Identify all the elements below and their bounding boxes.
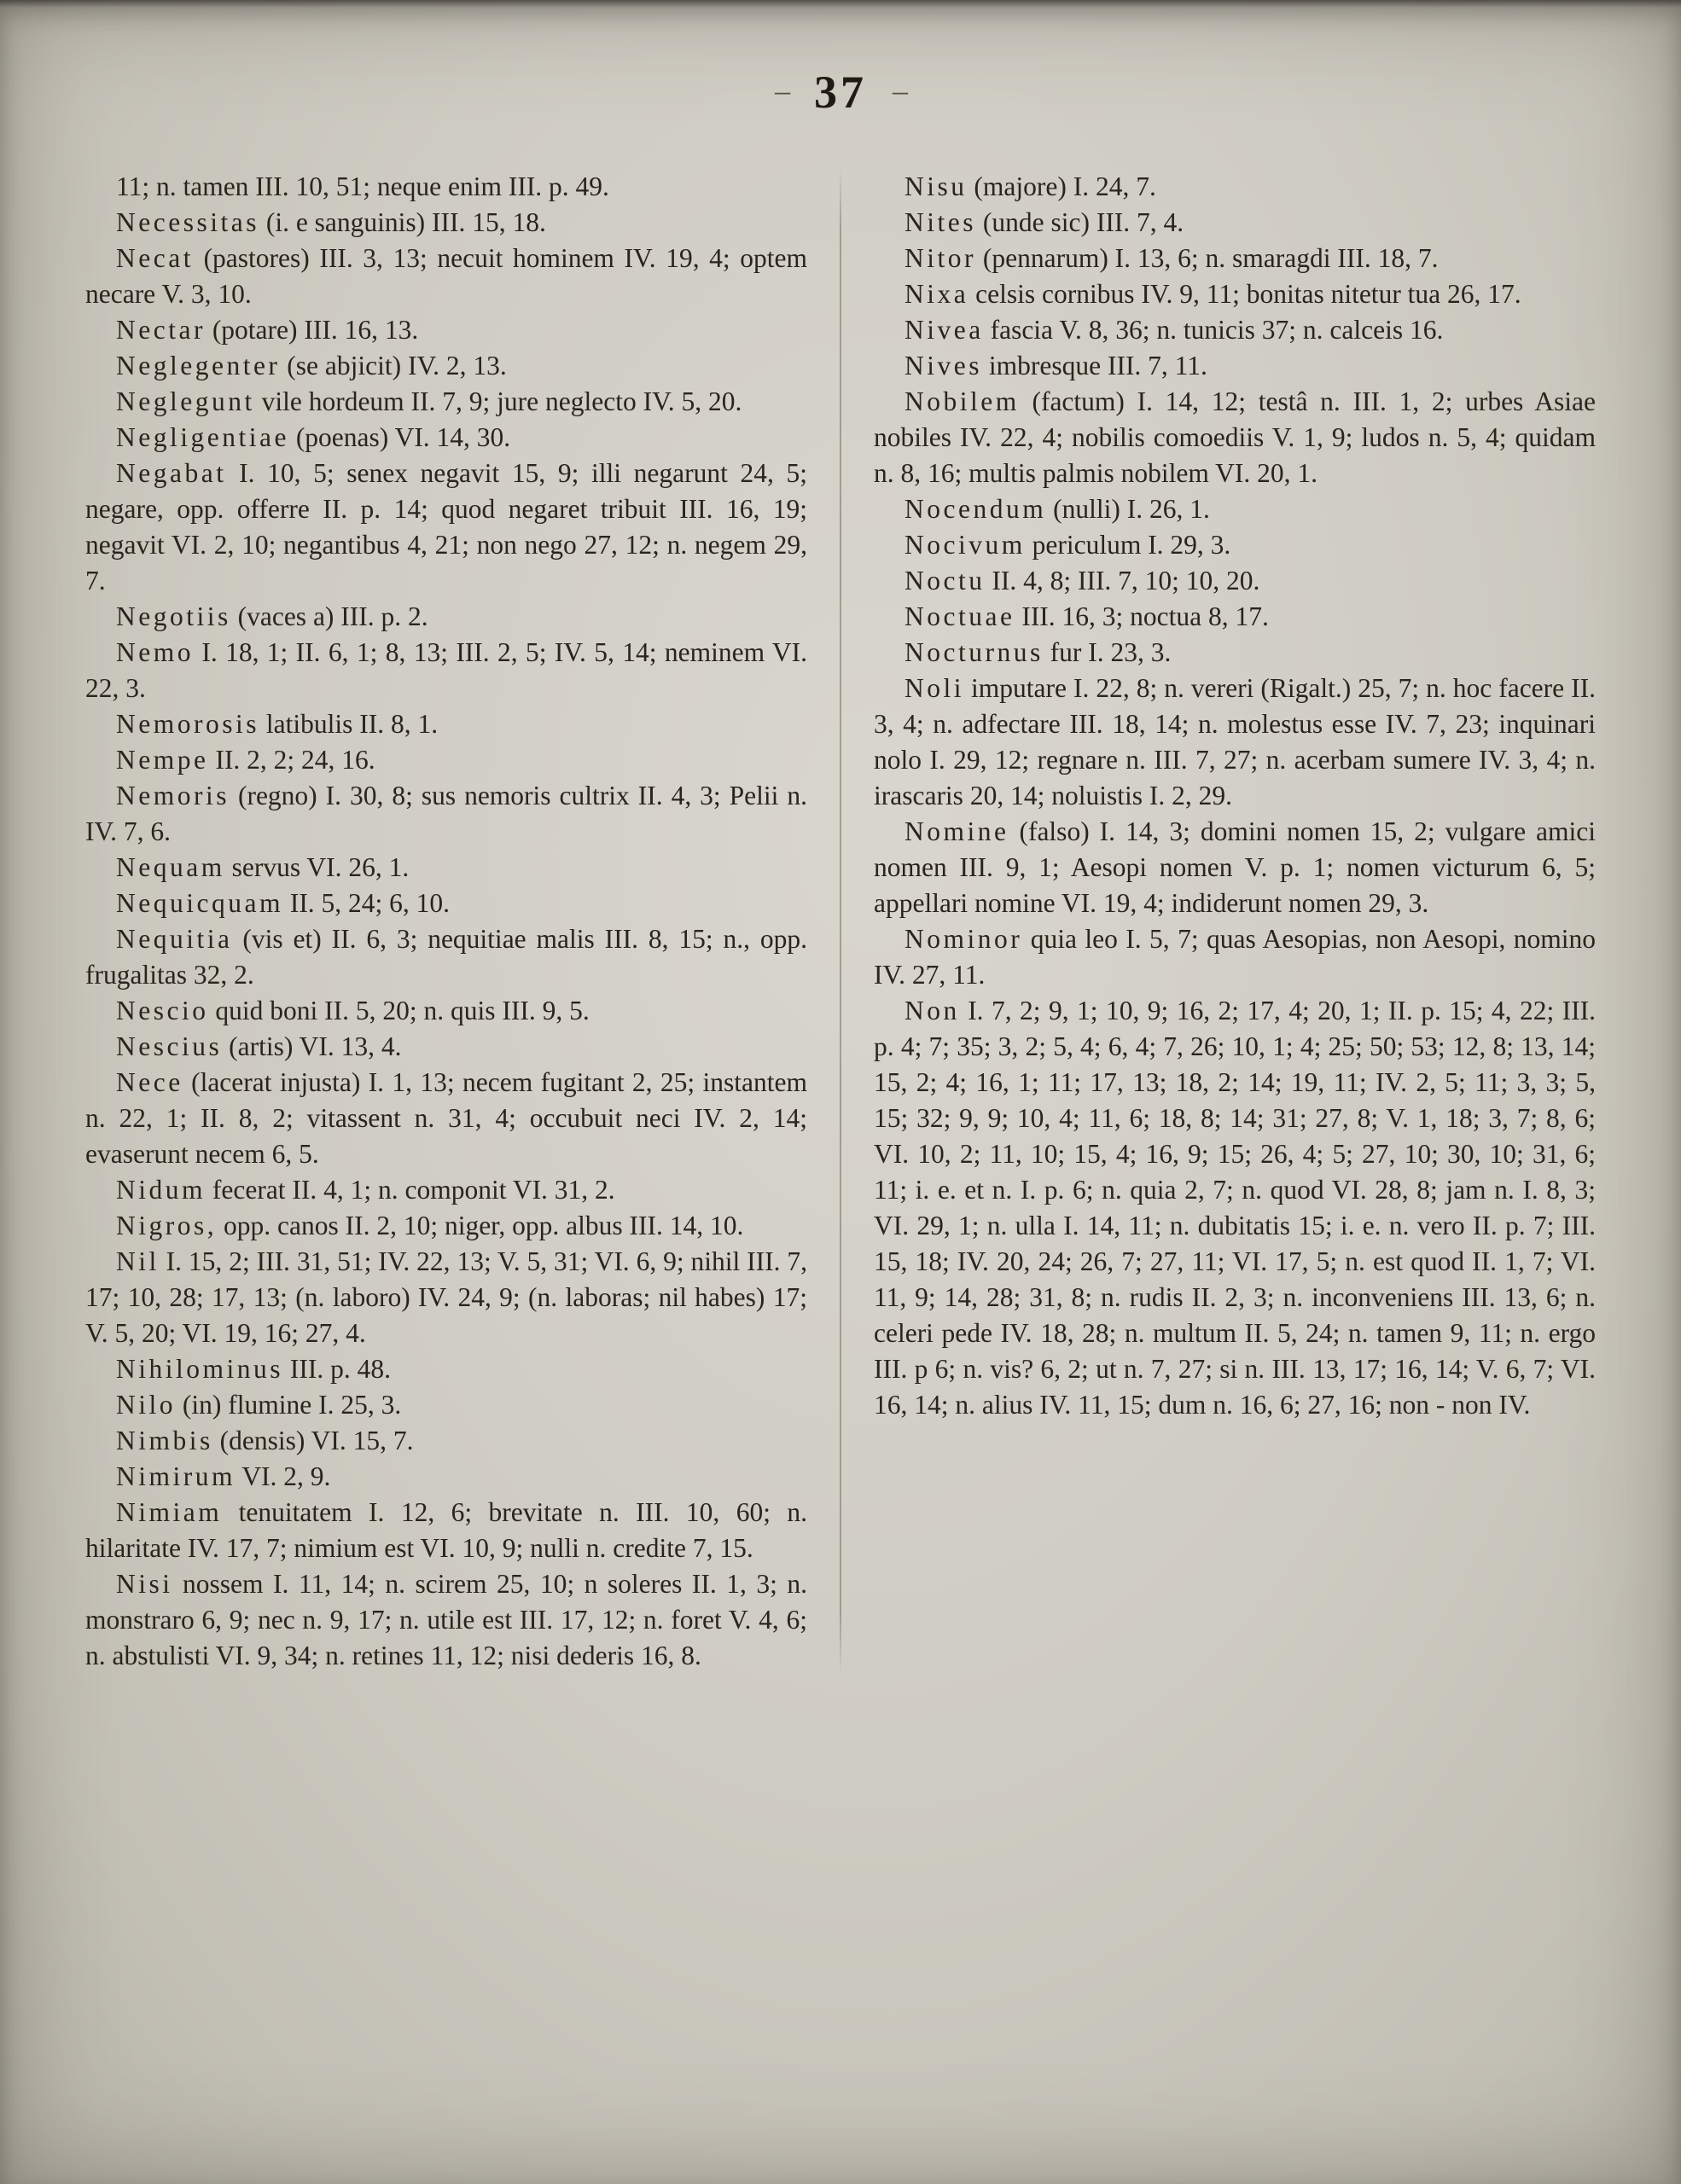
entry-references: (artis) VI. 13, 4. — [229, 1031, 402, 1061]
entry-references: II. 2, 2; 24, 16. — [215, 745, 375, 775]
entry-references: II. 5, 24; 6, 10. — [289, 888, 451, 918]
entry-headword: Nimirum — [116, 1461, 236, 1491]
entry-headword: Negotiis — [116, 601, 231, 631]
index-entry — [85, 312, 807, 348]
entry-references: III. 16, 3; noctua 8, 17. — [1021, 601, 1269, 631]
index-entry — [85, 1065, 807, 1172]
entry-references: (falso) I. 14, 3; domini nomen 15, 2; vulgare amici nomen III. 9, 1; Aesopi nomen V. p. 1; nomen victurum 6, 5; appellari nomine VI. 19, 4; indiderunt nomen 29, 3. — [874, 816, 1596, 918]
entry-references: imputare I. 22, 8; n. vereri (Rigalt.) 25, 7; n. hoc facere II. 3, 4; n. adfectare III. 18, 14; n. molestus esse IV. 7, 23; inquinari nolo I. 29, 12; regnare n. III. 7, 27; n. acerbam sumere IV. 3, 4; n. irascaris 20, 14; noluistis I. 2, 29. — [874, 673, 1596, 810]
entry-headword: Nocivum — [904, 530, 1026, 560]
page-number: 37 — [814, 67, 867, 118]
entry-references: (poenas) VI. 14, 30. — [295, 422, 511, 452]
entry-references: tenuitatem I. 12, 6; brevitate n. III. 10, 60; n. hilaritate IV. 17, 7; nimium est VI. 10, 9; nulli n. credite 7, 15. — [85, 1497, 808, 1563]
entry-headword: Nixa — [904, 279, 969, 309]
entry-headword: Necessitas — [116, 207, 259, 237]
index-entry — [85, 1566, 807, 1674]
entry-headword: Nequam — [116, 852, 225, 882]
entry-references: nossem I. 11, 14; n. scirem 25, 10; n soleres II. 1, 3; n. monstraro 6, 9; nec n. 9, 17; n. utile est III. 17, 12; n. foret V. 4, 6; n. abstulisti VI. 9, 34; n. retines 11, 12; nisi dederis 16, 8. — [85, 1569, 807, 1670]
entry-headword: Nil — [116, 1246, 160, 1276]
index-entry — [85, 420, 807, 456]
index-entry — [874, 241, 1596, 276]
entry-headword: Nigros, — [116, 1211, 218, 1240]
entry-references: (vaces a) III. p. 2. — [237, 601, 428, 631]
index-entry — [85, 1459, 807, 1495]
index-entry — [85, 778, 807, 850]
entry-references: opp. canos II. 2, 10; niger, opp. albus III. 14, 10. — [224, 1211, 744, 1240]
index-entry — [874, 276, 1596, 312]
entry-references: III. p. 48. — [289, 1354, 391, 1384]
index-entry — [85, 384, 807, 420]
entry-headword: Noctu — [904, 566, 986, 595]
entry-headword: Nemoris — [116, 781, 230, 810]
index-entry — [85, 1495, 807, 1566]
entry-references: fecerat II. 4, 1; n. componit VI. 31, 2. — [212, 1175, 615, 1205]
entry-references: (nulli) I. 26, 1. — [1053, 494, 1210, 524]
index-entry — [85, 348, 807, 384]
entry-references: (se abjicit) IV. 2, 13. — [287, 351, 507, 380]
entry-headword: Nescio — [116, 996, 209, 1025]
index-entry — [85, 599, 807, 635]
index-entry — [85, 1029, 807, 1065]
entry-headword: Nempe — [116, 745, 209, 775]
entry-headword: Nivea — [904, 315, 984, 345]
entry-references: (i. e sanguinis) III. 15, 18. — [265, 207, 546, 237]
index-entry — [874, 993, 1596, 1423]
entry-headword: Nisu — [904, 171, 968, 201]
index-entry — [874, 671, 1596, 814]
index-entry — [874, 348, 1596, 384]
entry-headword: Necat — [116, 243, 194, 273]
header-dash-right: – — [893, 73, 906, 107]
index-entry — [874, 814, 1596, 921]
index-entry — [85, 742, 807, 778]
right-column — [841, 169, 1596, 1674]
entry-references: I. 15, 2; III. 31, 51; IV. 22, 13; V. 5, 31; VI. 6, 9; nihil III. 7, 17; 10, 28; 17, 13; (n. laboro) IV. 24, 9; (n. laboras; nil habes) 17; V. 5, 20; VI. 19, 16; 27, 4. — [85, 1246, 807, 1348]
entry-references: (factum) I. 14, 12; testâ n. III. 1, 2; urbes Asiae nobiles IV. 22, 4; nobilis comoediis V. 1, 9; ludos n. 5, 4; quidam n. 8, 16; multis palmis nobilem VI. 20, 1. — [874, 386, 1597, 488]
entry-references: latibulis II. 8, 1. — [265, 709, 439, 739]
index-entry — [85, 886, 807, 921]
entry-references: (potare) III. 16, 13. — [212, 315, 419, 345]
index-entry — [874, 312, 1596, 348]
entry-headword: Nihilominus — [116, 1354, 284, 1384]
index-entry — [85, 921, 807, 993]
entry-references: (majore) I. 24, 7. — [974, 171, 1156, 201]
entry-references: I. 7, 2; 9, 1; 10, 9; 16, 2; 17, 4; 20, 1; II. p. 15; 4, 22; III. p. 4; 7; 35; 3, 2; 5, 4; 6, 4; 7, 26; 10, 1; 4; 25; 50; 53; 12, 8; 13, 14; 15, 2; 4; 16, 1; 11; 17, 13; 18, 2; 14; 19, 11; IV. 2, 5; 11; 3, 3; 5, 15; 32; 9, 9; 10, 4; 11, 6; 18, 8; 14; 31; 27, 8; V. 1, 18; 3, 7; 8, 6; VI. 10, 2; 11, 10; 15, 4; 16, 9; 15; 26, 4; 5; 27, 10; 30, 10; 31, 6; 11; i. e. et n. I. p. 6; n. quia 2, 7; n. quod VI. 28, 8; jam n. I. 8, 3; VI. 29, 1; n. ulla I. 14, 11; n. dubitatis 15; i. e. n. vero II. p. 7; III. 15, 18; IV. 20, 24; 26, 7; 27, 11; VI. 17, 5; n. est quod II. 1, 7; VI. 11, 9; 14, 28; 31, 8; n. rudis II. 2, 3; n. inconveniens III. 13, 6; n. celeri pede IV. 18, 28; n. multum II. 5, 24; n. tamen 9, 11; n. ergo III. p 6; n. vis? 6, 2; ut n. 7, 27; si n. III. 13, 17; 16, 14; V. 6, 7; VI. 16, 14; n. alius IV. 11, 15; dum n. 16, 6; 27, 16; non - non IV. — [874, 996, 1597, 1420]
index-entry — [85, 1351, 807, 1387]
entry-references: I. 18, 1; II. 6, 1; 8, 13; III. 2, 5; IV. 5, 14; neminem VI. 22, 3. — [85, 637, 807, 703]
entry-headword: Negligentiae — [116, 422, 289, 452]
index-entry — [85, 456, 807, 599]
entry-headword: Nidum — [116, 1175, 206, 1205]
entry-references: celsis cornibus IV. 9, 11; bonitas nitetur tua 26, 17. — [975, 279, 1521, 309]
entry-references: (unde sic) III. 7, 4. — [982, 207, 1184, 237]
index-entry — [85, 205, 807, 241]
entry-headword: Nilo — [116, 1390, 177, 1420]
entry-headword: Nomine — [904, 816, 1009, 846]
index-entry — [874, 384, 1596, 491]
entry-headword: Nemorosis — [116, 709, 259, 739]
index-entry — [85, 1208, 807, 1244]
entry-references: 11; n. tamen III. 10, 51; neque enim III. p. 49. — [116, 171, 609, 201]
entry-references: (regno) I. 30, 8; sus nemoris cultrix II. 4, 3; Pelii n. IV. 7, 6. — [85, 781, 808, 846]
index-entry — [874, 205, 1596, 241]
entry-headword: Negabat — [116, 458, 227, 488]
index-entry — [85, 635, 807, 706]
entry-references: vile hordeum II. 7, 9; jure neglecto IV. 5, 20. — [261, 386, 742, 416]
entry-headword: Nemo — [116, 637, 194, 667]
entry-references: fur I. 23, 3. — [1050, 637, 1172, 667]
entry-headword: Neglegenter — [116, 351, 281, 380]
index-entry — [85, 1172, 807, 1208]
entry-references: fascia V. 8, 36; n. tunicis 37; n. calceis 16. — [990, 315, 1444, 345]
entry-references: VI. 2, 9. — [241, 1461, 331, 1491]
entry-headword: Nimiam — [116, 1497, 223, 1527]
entry-references: (pennarum) I. 13, 6; n. smaragdi III. 18, 7. — [982, 243, 1439, 273]
entry-headword: Nocturnus — [904, 637, 1044, 667]
index-entry — [874, 169, 1596, 205]
entry-headword: Nitor — [904, 243, 976, 273]
index-entry — [85, 169, 807, 205]
entry-references: quia leo I. 5, 7; quas Aesopias, non Aesopi, nomino IV. 27, 11. — [874, 924, 1596, 990]
index-entry — [874, 563, 1596, 599]
entry-headword: Nobilem — [904, 386, 1020, 416]
entry-references: (vis et) II. 6, 3; nequitiae malis III. 8, 15; n., opp. frugalitas 32, 2. — [85, 924, 808, 990]
index-entry — [874, 527, 1596, 563]
entry-headword: Non — [904, 996, 960, 1025]
entry-headword: Nites — [904, 207, 976, 237]
index-columns — [85, 169, 1596, 1674]
index-entry — [85, 1244, 807, 1351]
index-entry — [85, 850, 807, 886]
header-dash-left: – — [775, 73, 788, 107]
entry-references: imbresque III. 7, 11. — [988, 351, 1207, 380]
index-entry — [85, 241, 807, 312]
entry-headword: Nominor — [904, 924, 1023, 954]
entry-headword: Nescius — [116, 1031, 223, 1061]
entry-references: periculum I. 29, 3. — [1032, 530, 1231, 560]
entry-references: II. 4, 8; III. 7, 10; 10, 20. — [992, 566, 1260, 595]
entry-headword: Noli — [904, 673, 965, 703]
entry-references: (pastores) III. 3, 13; necuit hominem IV. 19, 4; optem necare V. 3, 10. — [85, 243, 807, 309]
entry-headword: Nectar — [116, 315, 206, 345]
index-entry — [874, 491, 1596, 527]
index-entry — [85, 1387, 807, 1423]
entry-references: quid boni II. 5, 20; n. quis III. 9, 5. — [215, 996, 590, 1025]
left-column — [85, 169, 840, 1674]
entry-headword: Nece — [116, 1067, 183, 1097]
entry-headword: Nives — [904, 351, 982, 380]
index-entry — [85, 1423, 807, 1459]
entry-references: I. 10, 5; senex negavit 15, 9; illi negarunt 24, 5; negare, opp. offerre II. p. 14; quod negaret tribuit III. 16, 19; negavit VI. 2, 10; negantibus 4, 21; non nego 27, 12; n. negem 29, 7. — [85, 458, 808, 595]
index-entry — [874, 921, 1596, 993]
entry-references: (densis) VI. 15, 7. — [219, 1426, 414, 1455]
entry-headword: Nocendum — [904, 494, 1047, 524]
entry-references: (lacerat injusta) I. 1, 13; necem fugitant 2, 25; instantem n. 22, 1; II. 8, 2; vitassent n. 31, 4; occubuit neci IV. 2, 14; evaserunt necem 6, 5. — [85, 1067, 808, 1169]
entry-headword: Noctuae — [904, 601, 1015, 631]
entry-references: (in) flumine I. 25, 3. — [182, 1390, 402, 1420]
entry-references: servus VI. 26, 1. — [231, 852, 410, 882]
entry-headword: Nimbis — [116, 1426, 213, 1455]
index-entry — [85, 706, 807, 742]
entry-headword: Nequitia — [116, 924, 233, 954]
entry-headword: Neglegunt — [116, 386, 255, 416]
index-entry — [85, 993, 807, 1029]
page-header — [0, 0, 1681, 130]
index-entry — [874, 635, 1596, 671]
entry-headword: Nequicquam — [116, 888, 283, 918]
index-entry — [874, 599, 1596, 635]
entry-headword: Nisi — [116, 1569, 173, 1599]
